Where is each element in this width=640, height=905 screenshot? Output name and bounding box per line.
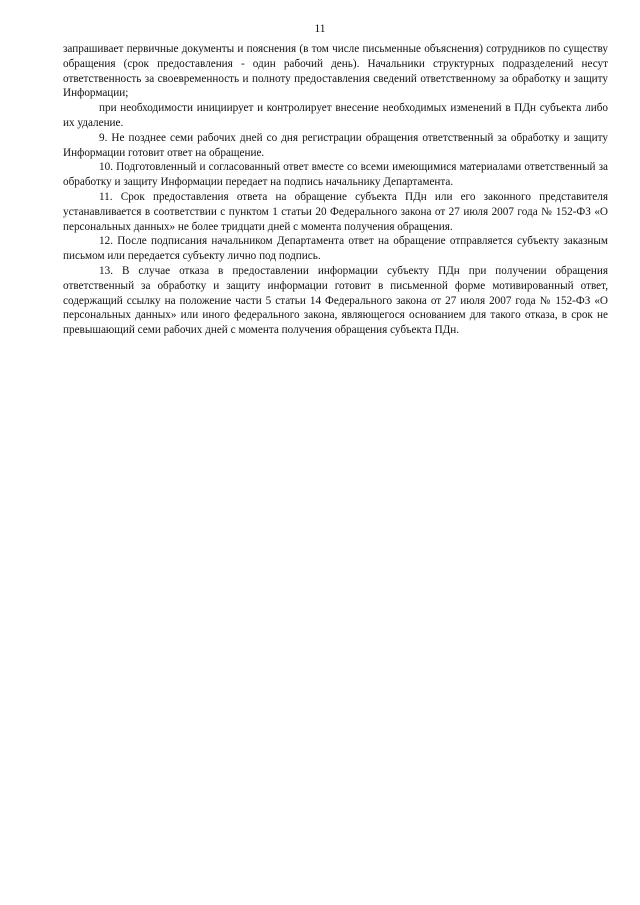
paragraph-initiates-changes: при необходимости инициирует и контролирует внесение необходимых изменений в ПДн субъекта либо их удаление. bbox=[63, 102, 608, 129]
page-number: 11 bbox=[314, 23, 326, 35]
paragraph-item-12: 12. После подписания начальником Департамента ответ на обращение отправляется субъекту заказным письмом или передается субъекту лично под подпись. bbox=[63, 235, 608, 263]
paragraph-continuation: запрашивает первичные документы и пояснения (в том числе письменные объяснения) сотрудников по существу обращения (срок предоставления - один рабочий день). Начальники структурных подразделений несут ответственность за своевременность и полноту предоставления сведений ответственному за обработку и защиту Информации; bbox=[63, 43, 608, 100]
paragraph-item-11: 11. Срок предоставления ответа на обращение субъекта ПДн или его законного представителя устанавливается в соответствии с пунктом 1 статьи 20 Федерального закона от 27 июля 2007 года № 152-ФЗ «О персональных данных» не более тридцати дней с момента получения обращения. bbox=[63, 190, 608, 233]
document-body bbox=[63, 42, 608, 338]
paragraph-item-9: 9. Не позднее семи рабочих дней со дня регистрации обращения ответственный за обработку и защиту Информации готовит ответ на обращение. bbox=[63, 131, 608, 159]
paragraph-item-10: 10. Подготовленный и согласованный ответ вместе со всеми имеющимися материалами ответственный за обработку и защиту Информации передает на подпись начальнику Департамента. bbox=[63, 161, 608, 189]
paragraph-item-13: 13. В случае отказа в предоставлении информации субъекту ПДн при получении обращения ответственный за обработку и защиту информации готовит в письменной форме мотивированный ответ, содержащий ссылку на положение части 5 статьи 14 Федерального закона от 27 июля 2007 года № 152-ФЗ «О персональных данных» или иного федерального закона, являющегося основанием для такого отказа, в срок не превышающий семи рабочих дней с момента получения обращения субъекта ПДн. bbox=[63, 264, 608, 337]
